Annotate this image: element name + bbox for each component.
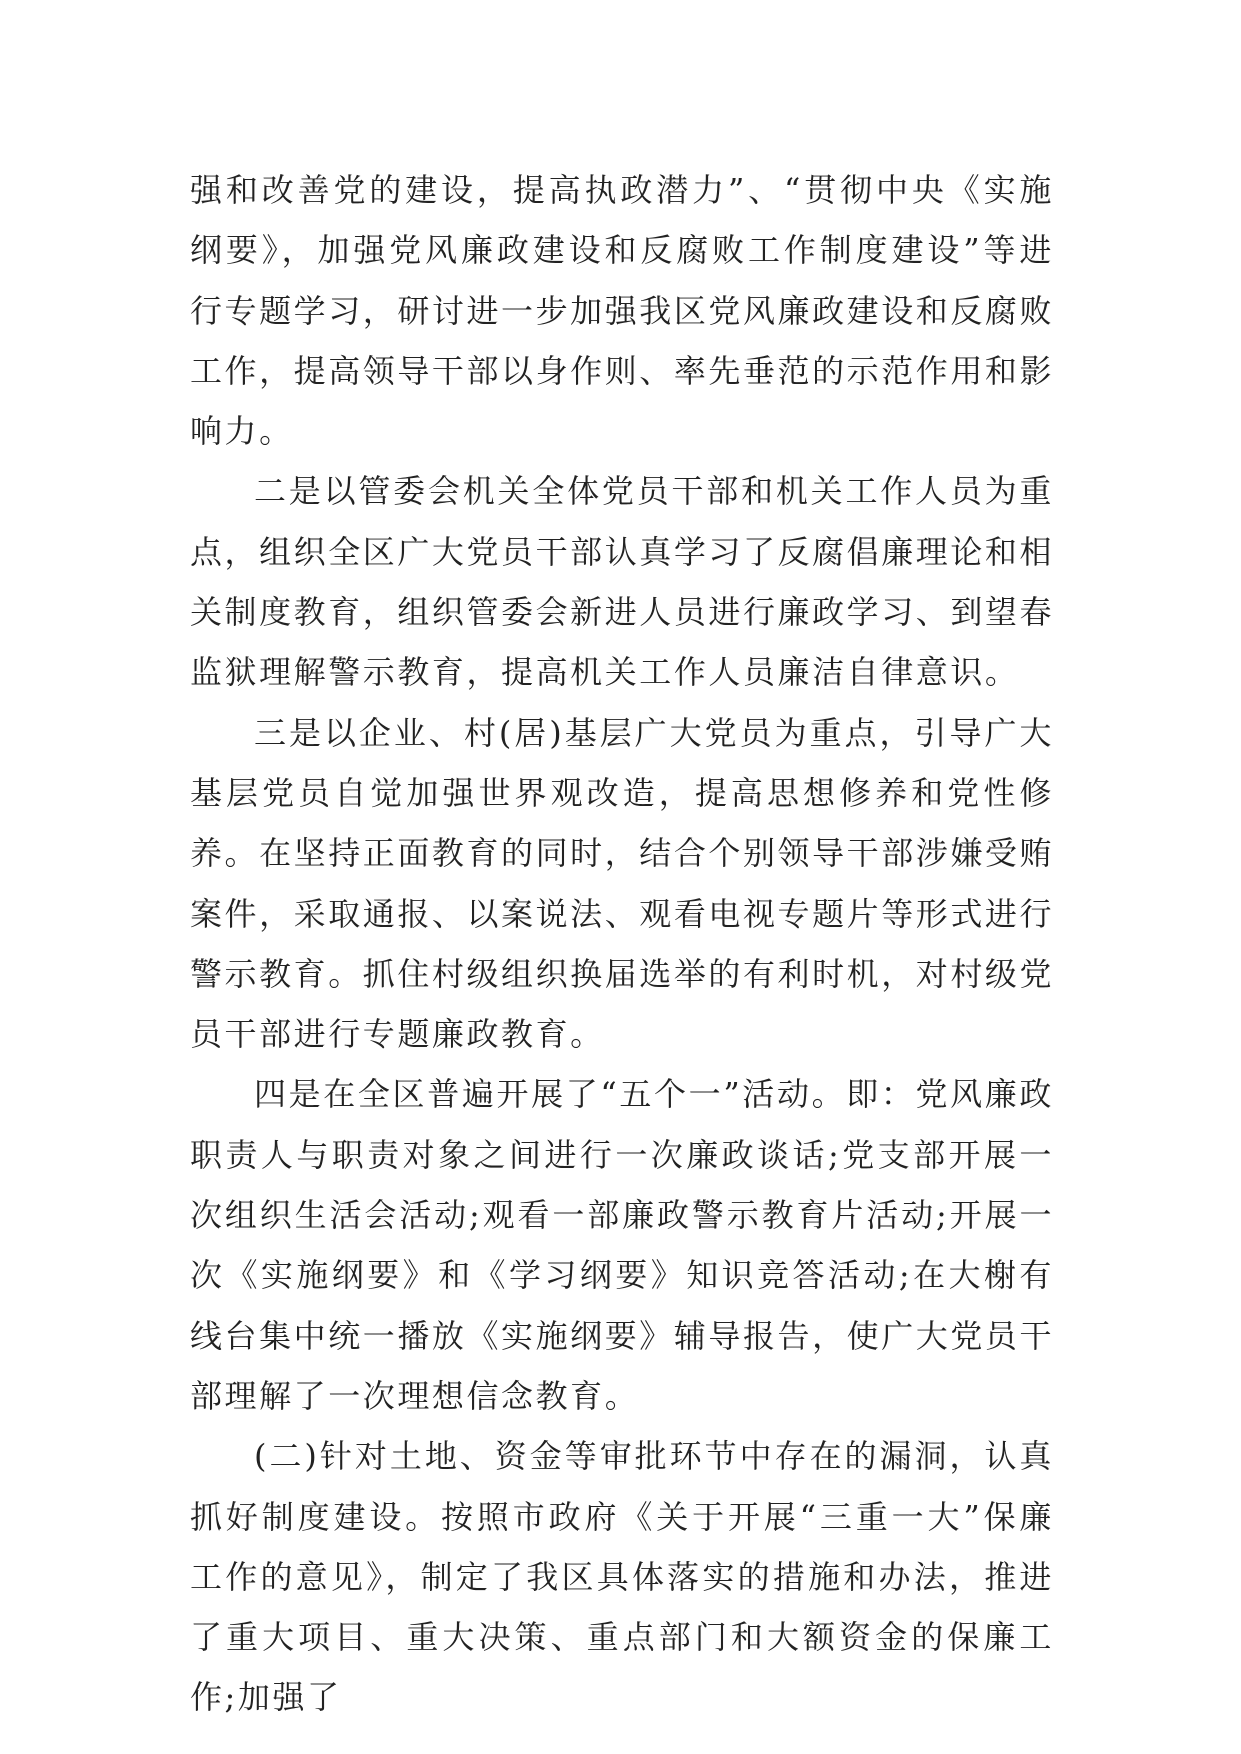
paragraph-point-four: 四是在全区普遍开展了“五个一”活动。即：党风廉政职责人与职责对象之间进行一次廉政谈话;党支部开展一次组织生活会活动;观看一部廉政警示教育片活动;开展一次《实施纲要》和《学习纲要》知识竞答活动;在大榭有线台集中统一播放《实施纲要》辅导报告，使广大党员干部理解了一次理想信念教育。 [190, 1075, 1055, 1415]
paragraph-continuation: 强和改善党的建设，提高执政潜力”、“贯彻中央《实施纲要》，加强党风廉政建设和反腐败工作制度建设”等进行专题学习，研讨进一步加强我区党风廉政建设和反腐败工作，提高领导干部以身作则、率先垂范的示范作用和影响力。 [190, 171, 1055, 451]
paragraph-point-three: 三是以企业、村(居)基层广大党员为重点，引导广大基层党员自觉加强世界观改造，提高思想修养和党性修养。在坚持正面教育的同时，结合个别领导干部涉嫌受贿案件，采取通报、以案说法、观看电视专题片等形式进行警示教育。抓住村级组织换届选举的有利时机，对村级党员干部进行专题廉政教育。 [190, 713, 1055, 1054]
paragraph-section-two: (二)针对土地、资金等审批环节中存在的漏洞，认真抓好制度建设。按照市政府《关于开展“三重一大”保廉工作的意见》，制定了我区具体落实的措施和办法，推进了重大项目、重大决策、重点部门和大额资金的保廉工作;加强了 [190, 1437, 1054, 1717]
body-text [190, 160, 1054, 1728]
paragraph-point-two: 二是以管委会机关全体党员干部和机关工作人员为重点，组织全区广大党员干部认真学习了反腐倡廉理论和相关制度教育，组织管委会新进人员进行廉政学习、到望春监狱理解警示教育，提高机关工作人员廉洁自律意识。 [190, 472, 1055, 692]
